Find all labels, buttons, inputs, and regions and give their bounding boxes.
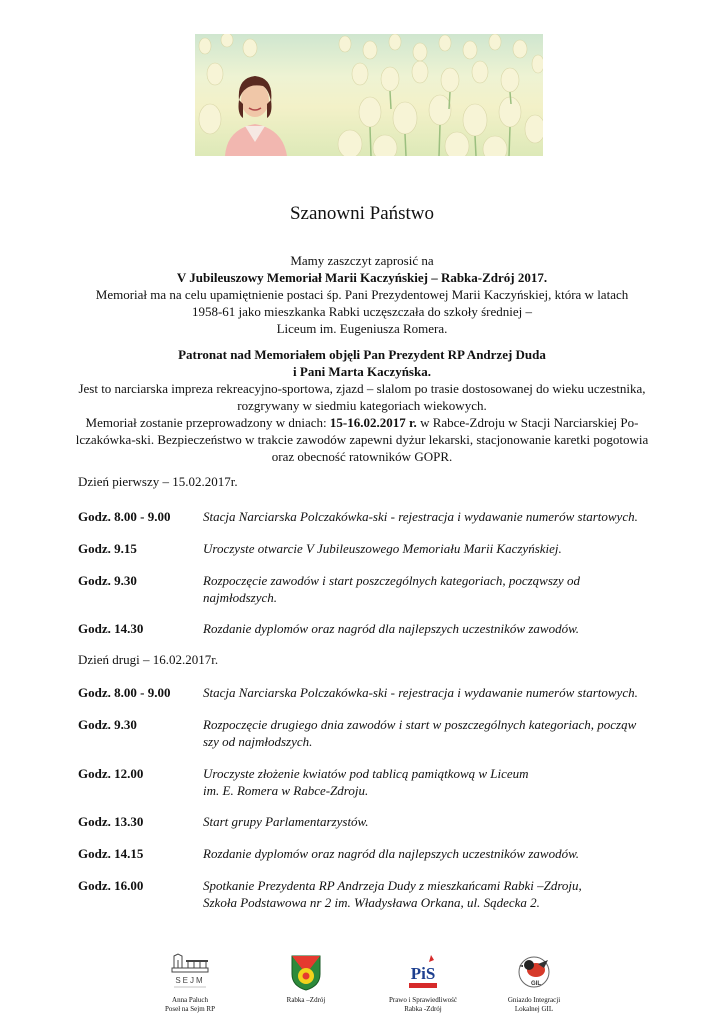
logo-caption: Gniazdo Integracji (507, 996, 561, 1004)
logo-caption: Lokalnej GIL (514, 1005, 554, 1013)
event-description: Uroczyste otwarcie V Jubileuszowego Memoriału Marii Kaczyńskiej. (203, 541, 562, 556)
event-time: Godz. 12.00 (78, 766, 144, 781)
event-time: Godz. 8.00 - 9.00 (78, 685, 171, 700)
patronage-line: lczakówka-ski. Bezpieczeństwo w trakcie zawodów zapewni dyżur lekarski, stacjonowanie karetki pogotowia (75, 432, 649, 447)
event-time: Godz. 9.30 (78, 573, 137, 588)
sejm-building-icon (168, 952, 212, 992)
tulip-field-illustration (195, 34, 543, 156)
pis-logo (368, 952, 478, 1014)
logo-caption: Rabka -Zdrój (404, 1005, 442, 1013)
intro-line: Mamy zaszczyt zaprosić na (290, 253, 434, 268)
event-time: Godz. 9.30 (78, 717, 137, 732)
gil-mark-text: GIL (531, 981, 541, 987)
page-title: Szanowni Państwo (289, 203, 435, 224)
pis-mark-text: PiS (410, 964, 436, 983)
event-time: Godz. 13.30 (78, 814, 144, 829)
logo-caption: Poseł na Sejm RP (165, 1005, 215, 1013)
event-time: Godz. 16.00 (78, 878, 144, 893)
patronage-line (60, 414, 664, 431)
intro-line: 1958-61 jako mieszkanka Rabki uczęszczała do szkoły średniej – (191, 304, 533, 319)
intro-line: Liceum im. Eugeniusza Romera. (276, 321, 448, 336)
bullfinch-bird-icon (514, 952, 554, 992)
event-time: Godz. 9.15 (78, 541, 137, 556)
day-heading: Dzień drugi – 16.02.2017r. (78, 652, 219, 667)
dates-suffix: w Rabce-Zdroju w Stacji Narciarskiej Po- (416, 415, 639, 430)
gil-logo (479, 952, 589, 1014)
event-dates: 15-16.02.2017 r. (329, 415, 417, 430)
rabka-crest-logo (251, 952, 361, 1005)
event-description: Uroczyste złożenie kwiatów pod tablicą pamiątkową w Liceum im. E. Romera w Rabce-Zdroju. (203, 766, 529, 798)
pis-party-icon (403, 952, 443, 992)
event-description: Spotkanie Prezydenta RP Andrzeja Dudy z mieszkańcami Rabki –Zdroju, Szkoła Podstawowa nr 2 im. Władysława Orkana, ul. Sądecka 2. (203, 878, 582, 910)
header-banner-tulips (195, 34, 543, 156)
event-time: Godz. 8.00 - 9.00 (78, 509, 171, 524)
logo-caption: Rabka –Zdrój (286, 996, 326, 1004)
patronage-line: rozgrywany w siedmiu kategoriach wiekowych. (237, 398, 487, 413)
sejm-logo (135, 952, 245, 1014)
patronage-paragraph (60, 346, 664, 465)
day-heading: Dzień pierwszy – 15.02.2017r. (78, 474, 238, 489)
rabka-crest-icon (288, 952, 324, 992)
event-description: Start grupy Parlamentarzystów. (203, 814, 369, 829)
logo-caption: Prawo i Sprawiedliwość (388, 996, 458, 1004)
event-time: Godz. 14.15 (78, 846, 144, 861)
intro-paragraph (60, 252, 664, 337)
event-time: Godz. 14.30 (78, 621, 144, 636)
patronage-heading: Patronat nad Memoriałem objęli Pan Prezydent RP Andrzej Duda (178, 347, 546, 362)
sejm-mark-text: SEJM (175, 976, 205, 985)
event-description: Rozpoczęcie drugiego dnia zawodów i start w poszczególnych kategoriach, począw szy od najmłodszych. (203, 717, 637, 749)
event-description: Rozpoczęcie zawodów i start poszczególnych kategoriach, począwszy od najmłodszych. (203, 573, 580, 605)
patronage-line: Jest to narciarska impreza rekreacyjno-sportowa, zjazd – slalom po trasie dostosowanej do wieku uczestnika, (78, 381, 646, 396)
event-description: Stacja Narciarska Polczakówka-ski - rejestracja i wydawanie numerów startowych. (203, 685, 638, 700)
logo-caption: Anna Paluch (172, 996, 208, 1004)
dates-prefix: Memoriał zostanie przeprowadzony w dniach: (85, 415, 330, 430)
portrait-photo (225, 76, 287, 156)
intro-line: Memoriał ma na celu upamiętnienie postaci śp. Pani Prezydentowej Marii Kaczyńskiej, która w latach (95, 287, 629, 302)
event-description: Rozdanie dyplomów oraz nagród dla najlepszych uczestników zawodów. (203, 621, 580, 636)
patronage-line: oraz obecność ratowników GOPR. (271, 449, 453, 464)
patronage-heading: i Pani Marta Kaczyńska. (293, 364, 431, 379)
event-description: Stacja Narciarska Polczakówka-ski - rejestracja i wydawanie numerów startowych. (203, 509, 638, 524)
memorial-name: V Jubileuszowy Memoriał Marii Kaczyńskiej – Rabka-Zdrój 2017. (176, 270, 548, 285)
event-description: Rozdanie dyplomów oraz nagród dla najlepszych uczestników zawodów. (203, 846, 580, 861)
